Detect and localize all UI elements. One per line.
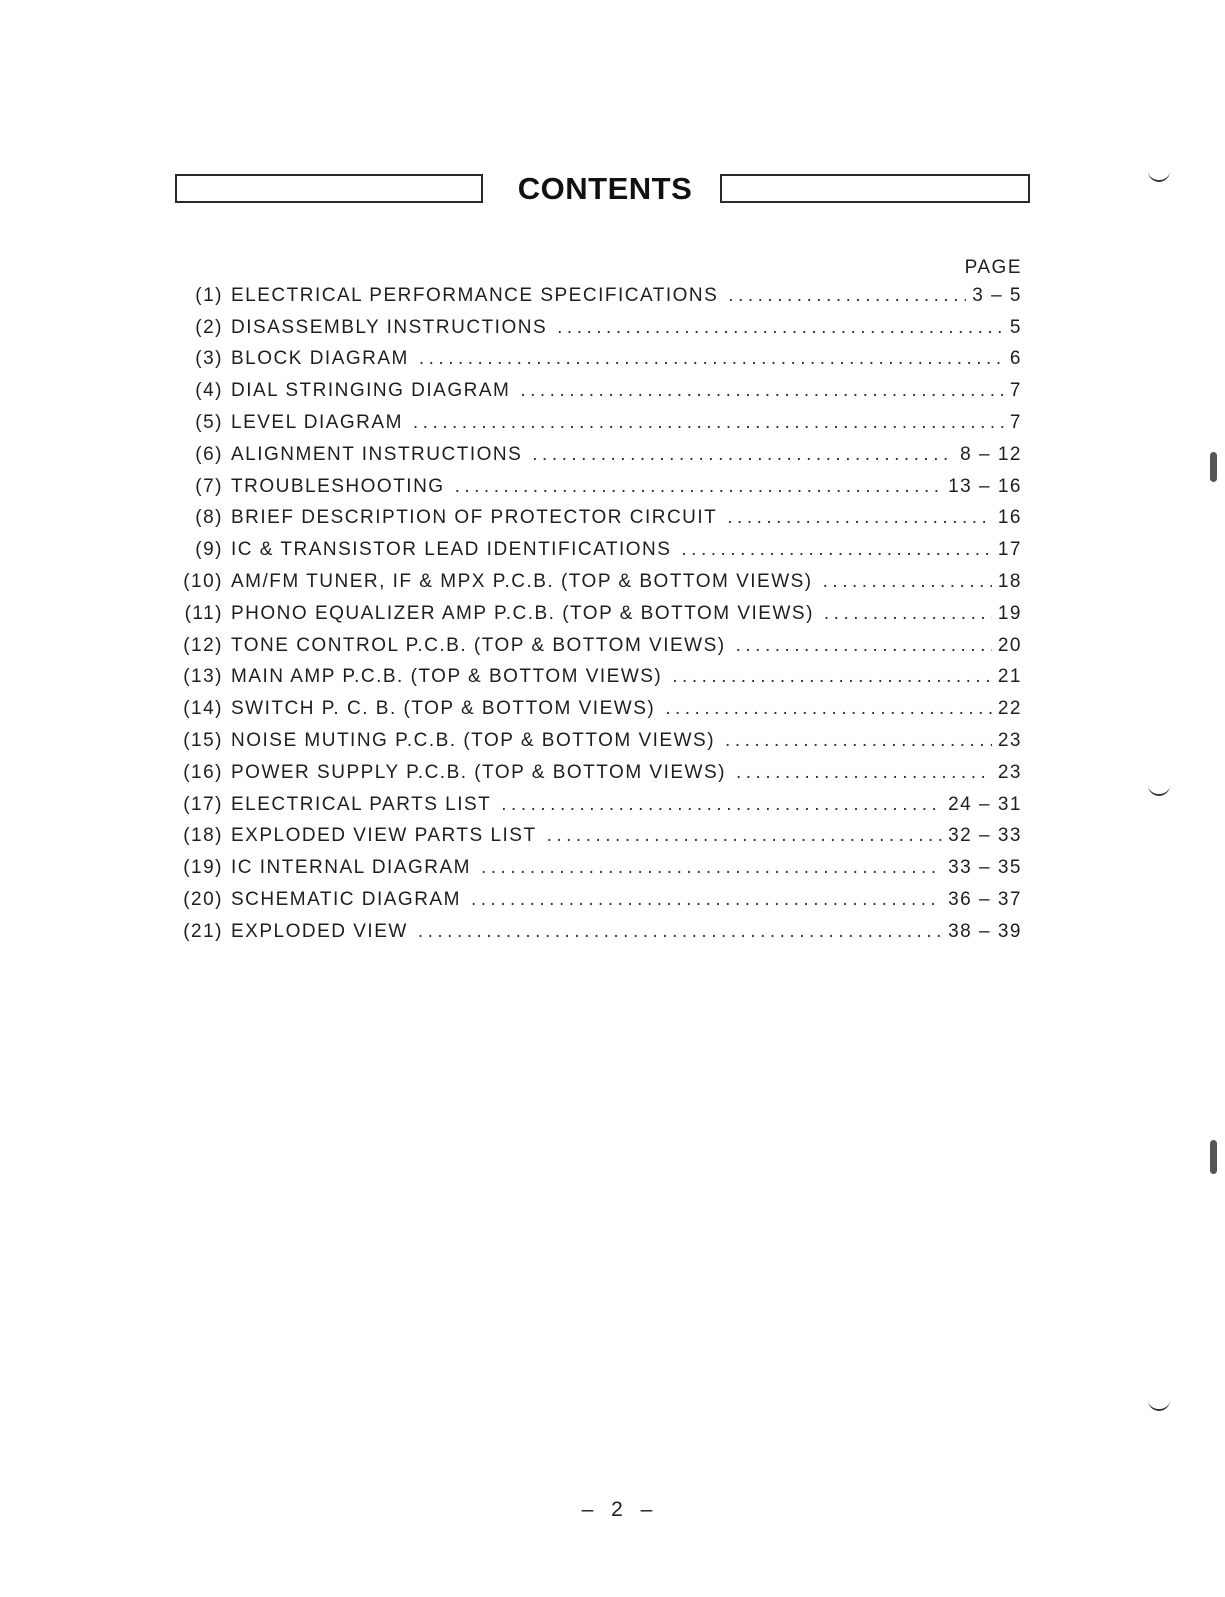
toc-entry-title: ELECTRICAL PARTS LIST	[231, 793, 492, 815]
toc-entry-number: (12)	[183, 634, 223, 656]
toc-entry	[175, 407, 1022, 439]
toc-entry-page: 17	[997, 539, 1022, 561]
toc-entry	[175, 566, 1022, 598]
toc-entry	[175, 630, 1022, 662]
toc-entry-page: 23	[997, 761, 1022, 783]
toc-entry-number: (10)	[183, 571, 223, 593]
binder-hole-mark-bottom	[1148, 1395, 1170, 1411]
toc-entry	[175, 916, 1022, 948]
toc-entry	[175, 280, 1022, 312]
page-number: – 2 –	[581, 1498, 659, 1521]
toc-entry-number: (20)	[183, 889, 223, 911]
toc-dot-leader	[501, 794, 942, 816]
toc-entry-title: TONE CONTROL P.C.B. (TOP & BOTTOM VIEWS)	[231, 634, 726, 656]
edge-scan-mark	[1210, 1140, 1217, 1174]
toc-entry-page: 7	[1009, 380, 1022, 402]
toc-entry	[175, 821, 1022, 853]
toc-entry-page: 33 – 35	[948, 857, 1022, 879]
toc-entry-title: EXPLODED VIEW	[231, 920, 408, 942]
toc-entry-number: (15)	[183, 730, 223, 752]
toc-entry-page: 8 – 12	[960, 443, 1022, 465]
toc-entry-page: 3 – 5	[972, 284, 1022, 306]
toc-entry-page: 24 – 31	[948, 793, 1022, 815]
toc-entry-page: 38 – 39	[948, 920, 1022, 942]
toc-entry-number: (13)	[183, 666, 223, 688]
toc-entry	[175, 375, 1022, 407]
toc-entry	[175, 693, 1022, 725]
toc-entry-number: (17)	[183, 793, 223, 815]
toc-dot-leader	[413, 412, 1004, 434]
toc-entry	[175, 725, 1022, 757]
toc-entry-title: IC INTERNAL DIAGRAM	[231, 857, 471, 879]
toc-entry-page: 22	[997, 698, 1022, 720]
toc-dot-leader	[481, 857, 942, 879]
header-box-left	[175, 174, 483, 203]
toc-entry-page: 23	[997, 730, 1022, 752]
toc-entry-title: SWITCH P. C. B. (TOP & BOTTOM VIEWS)	[231, 698, 656, 720]
toc-dot-leader	[824, 603, 992, 625]
toc-entry	[175, 312, 1022, 344]
toc-entry-number: (1)	[195, 284, 223, 306]
toc-entry	[175, 439, 1022, 471]
toc-dot-leader	[532, 444, 954, 466]
toc-dot-leader	[471, 889, 942, 911]
contents-header	[175, 170, 1030, 210]
toc-dot-leader	[727, 507, 992, 529]
toc-entry	[175, 884, 1022, 916]
toc-dot-leader	[665, 698, 992, 720]
toc-entry-number: (3)	[195, 348, 223, 370]
toc-entry-page: 5	[1009, 316, 1022, 338]
toc-entry-number: (6)	[195, 443, 223, 465]
toc-entry-page: 13 – 16	[948, 475, 1022, 497]
toc-entry-title: ALIGNMENT INSTRUCTIONS	[231, 443, 523, 465]
toc-dot-leader	[736, 635, 992, 657]
toc-entry-title: BRIEF DESCRIPTION OF PROTECTOR CIRCUIT	[231, 507, 718, 529]
toc-dot-leader	[418, 921, 942, 943]
toc-entry-title: AM/FM TUNER, IF & MPX P.C.B. (TOP & BOTTOM VIEWS)	[231, 571, 813, 593]
toc-dot-leader	[419, 348, 1004, 370]
toc-dot-leader	[547, 825, 943, 847]
toc-dot-leader	[672, 666, 992, 688]
toc-entry-title: LEVEL DIAGRAM	[231, 412, 403, 434]
toc-entry-number: (5)	[195, 412, 223, 434]
header-box-right	[720, 174, 1030, 203]
toc-entry	[175, 534, 1022, 566]
toc-entry-number: (18)	[183, 825, 223, 847]
toc-entry-page: 36 – 37	[948, 889, 1022, 911]
toc-entry-number: (8)	[195, 507, 223, 529]
toc-entry	[175, 852, 1022, 884]
toc-entry-title: DIAL STRINGING DIAGRAM	[231, 380, 511, 402]
toc-entry-title: TROUBLESHOOTING	[231, 475, 445, 497]
toc-entry-title: PHONO EQUALIZER AMP P.C.B. (TOP & BOTTOM VIEWS)	[231, 602, 814, 624]
toc-entry-number: (2)	[195, 316, 223, 338]
toc-entry	[175, 662, 1022, 694]
toc-entry-number: (7)	[195, 475, 223, 497]
toc-entry-title: SCHEMATIC DIAGRAM	[231, 889, 461, 911]
toc-entry	[175, 789, 1022, 821]
toc-entry-title: IC & TRANSISTOR LEAD IDENTIFICATIONS	[231, 539, 672, 561]
toc-entry-title: DISASSEMBLY INSTRUCTIONS	[231, 316, 548, 338]
page-title: CONTENTS	[517, 171, 693, 206]
toc-entry-title: EXPLODED VIEW PARTS LIST	[231, 825, 537, 847]
toc-entry-page: 32 – 33	[948, 825, 1022, 847]
page-column-label: PAGE	[964, 257, 1022, 278]
toc-entry-title: ELECTRICAL PERFORMANCE SPECIFICATIONS	[231, 284, 719, 306]
toc-entry-title: NOISE MUTING P.C.B. (TOP & BOTTOM VIEWS)	[231, 730, 716, 752]
toc-entry-page: 19	[997, 602, 1022, 624]
toc-entry-page: 6	[1009, 348, 1022, 370]
binder-hole-mark-top	[1148, 166, 1170, 182]
toc-entry-page: 20	[997, 634, 1022, 656]
toc-entry	[175, 757, 1022, 789]
toc-entry	[175, 344, 1022, 376]
toc-entry-number: (16)	[183, 761, 223, 783]
toc-entry-page: 18	[997, 571, 1022, 593]
toc-entry-page: 7	[1009, 412, 1022, 434]
edge-scan-mark	[1210, 452, 1217, 482]
toc-entry-number: (21)	[183, 920, 223, 942]
toc-entry-page: 21	[997, 666, 1022, 688]
toc-dot-leader	[823, 571, 992, 593]
binder-hole-mark-middle	[1148, 780, 1170, 796]
toc-entry	[175, 598, 1022, 630]
toc-entry-title: MAIN AMP P.C.B. (TOP & BOTTOM VIEWS)	[231, 666, 663, 688]
toc-entry	[175, 471, 1022, 503]
toc-entry-page: 16	[997, 507, 1022, 529]
table-of-contents	[175, 280, 1022, 948]
toc-entry-number: (4)	[195, 380, 223, 402]
toc-dot-leader	[455, 476, 943, 498]
toc-dot-leader	[728, 285, 966, 307]
toc-entry	[175, 503, 1022, 535]
toc-entry-number: (11)	[184, 602, 223, 624]
toc-entry-title: BLOCK DIAGRAM	[231, 348, 409, 370]
toc-dot-leader	[681, 539, 991, 561]
toc-entry-number: (19)	[183, 857, 223, 879]
toc-entry-number: (9)	[195, 539, 223, 561]
toc-entry-title: POWER SUPPLY P.C.B. (TOP & BOTTOM VIEWS)	[231, 761, 726, 783]
toc-dot-leader	[725, 730, 992, 752]
toc-entry-number: (14)	[183, 698, 223, 720]
toc-dot-leader	[557, 317, 1004, 339]
toc-dot-leader	[736, 762, 992, 784]
toc-dot-leader	[520, 380, 1004, 402]
